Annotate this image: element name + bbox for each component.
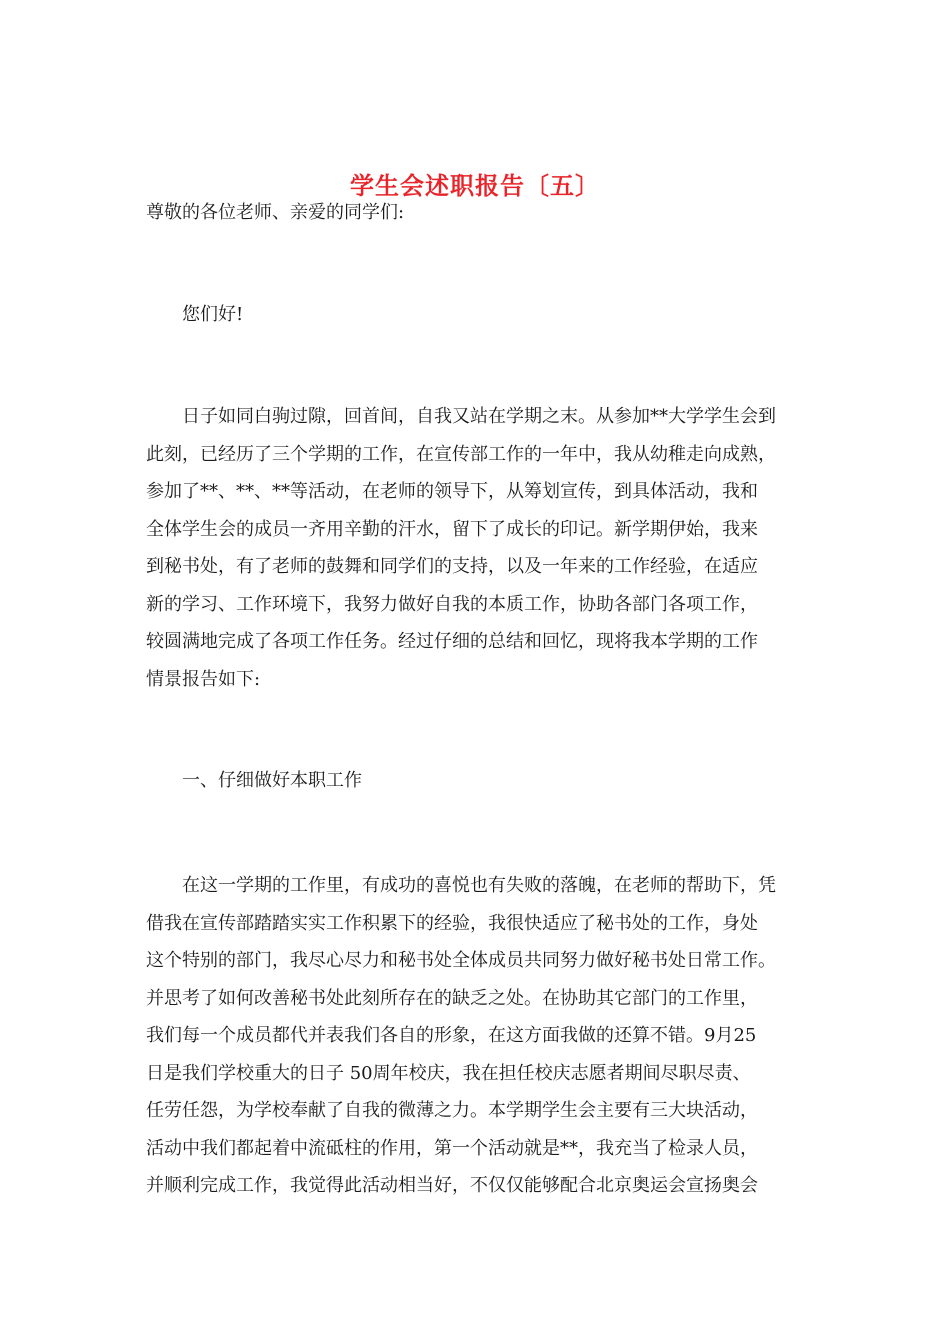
greeting-line: [146, 296, 810, 334]
paragraph-1-line: 参加了**、**、**等活动，在老师的领导下，从筹划宣传，到具体活动，我和: [146, 481, 758, 502]
section-heading-text: 一、仔细做好本职工作: [182, 770, 362, 791]
paragraph-1-line: 日子如同白驹过隙，回首间，自我又站在学期之末。从参加**大学学生会到: [146, 406, 776, 427]
section-heading-line: [146, 762, 810, 800]
paragraph-2-line: 并思考了如何改善秘书处此刻所存在的缺乏之处。在协助其它部门的工作里，: [146, 987, 758, 1009]
greeting: [146, 296, 810, 334]
paragraph-1-line: 全体学生会的成员一齐用辛勤的汗水，留下了成长的印记。新学期伊始，我来: [146, 518, 758, 540]
paragraph-1-line: 此刻，已经历了三个学期的工作，在宣传部工作的一年中，我从幼稚走向成熟，: [146, 443, 776, 465]
paragraph-2-line: 任劳任怨，为学校奉献了自我的微薄之力。本学期学生会主要有三大块活动，: [146, 1100, 758, 1121]
paragraph-2-line: 在这一学期的工作里，有成功的喜悦也有失败的落魄，在老师的帮助下，凭: [146, 875, 776, 896]
paragraph-2-line: 活动中我们都起着中流砥柱的作用，第一个活动就是**，我充当了检录人员，: [146, 1137, 758, 1159]
paragraph-1-line: 情景报告如下:: [146, 668, 261, 690]
paragraph-1-line: 到秘书处，有了老师的鼓舞和同学们的支持，以及一年来的工作经验，在适应: [146, 556, 758, 577]
paragraph-1-line: 新的学习、工作环境下，我努力做好自我的本质工作，协助各部门各项工作，: [146, 593, 758, 615]
paragraph-2: [146, 867, 810, 1205]
paragraph-2-line: 并顺利完成工作，我觉得此活动相当好，不仅仅能够配合北京奥运会宣扬奥会: [146, 1175, 758, 1196]
document-title: 学生会述职报告〔五〕: [350, 171, 600, 201]
salutation: 尊敬的各位老师、亲爱的同学们:: [146, 202, 405, 223]
greeting-text: 您们好!: [182, 304, 244, 325]
paragraph-2-line: 日是我们学校重大的日子 50周年校庆，我在担任校庆志愿者期间尽职尽责、: [146, 1062, 751, 1084]
paragraph-1-line: 较圆满地完成了各项工作任务。经过仔细的总结和回忆，现将我本学期的工作: [146, 631, 758, 652]
section-heading-1: [146, 762, 810, 800]
paragraph-2-line: 这个特别的部门，我尽心尽力和秘书处全体成员共同努力做好秘书处日常工作。: [146, 950, 776, 971]
paragraph-1: [146, 398, 810, 698]
paragraph-2-line: 我们每一个成员都代并表我们各自的形象，在这方面我做的还算不错。9月25: [146, 1025, 757, 1046]
paragraph-2-line: 借我在宣传部踏踏实实工作积累下的经验，我很快适应了秘书处的工作，身处: [146, 912, 758, 934]
